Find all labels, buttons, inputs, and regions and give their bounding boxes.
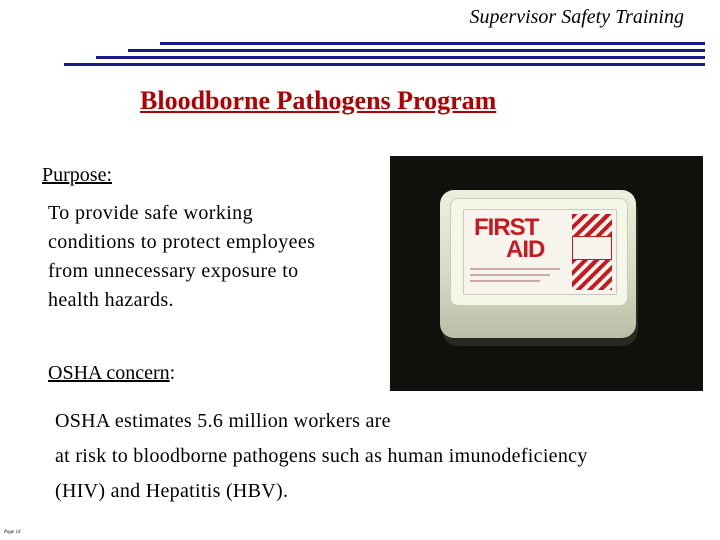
header-rule <box>64 63 705 66</box>
kit-label-first: FIRST <box>474 214 539 241</box>
kit-label-fine-print <box>470 280 540 282</box>
osha-concern-text <box>55 404 715 509</box>
header-rule <box>128 49 705 52</box>
page-number: Page 14 <box>4 530 21 535</box>
purpose-line: To provide safe working <box>48 202 253 224</box>
header-title: Supervisor Safety Training <box>469 6 684 28</box>
header-rule <box>96 56 705 59</box>
osha-line: (HIV) and Hepatitis (HBV). <box>55 480 289 502</box>
osha-concern-label-text: OSHA concern <box>48 362 170 384</box>
header-rule <box>160 42 705 45</box>
slide-title: Bloodborne Pathogens Program <box>140 86 497 115</box>
kit-label-fine-print <box>470 274 550 276</box>
kit-label <box>463 209 617 295</box>
first-aid-kit <box>440 190 636 338</box>
purpose-line: health hazards. <box>48 289 174 311</box>
purpose-line: from unnecessary exposure to <box>48 260 299 282</box>
kit-label-box <box>572 236 612 260</box>
osha-concern-label-colon: : <box>169 362 176 384</box>
first-aid-kit-photo <box>390 156 703 391</box>
osha-concern-label <box>48 362 175 385</box>
kit-label-fine-print <box>470 268 560 270</box>
kit-label-aid: AID <box>506 236 545 263</box>
purpose-line: conditions to protect employees <box>48 231 316 253</box>
osha-line: at risk to bloodborne pathogens such as human imunodeficiency <box>55 445 588 467</box>
osha-line: OSHA estimates 5.6 million workers are <box>55 410 391 432</box>
kit-label-stripes <box>572 214 612 290</box>
purpose-label: Purpose: <box>42 164 112 186</box>
purpose-text <box>48 199 388 315</box>
kit-lid <box>450 198 628 306</box>
